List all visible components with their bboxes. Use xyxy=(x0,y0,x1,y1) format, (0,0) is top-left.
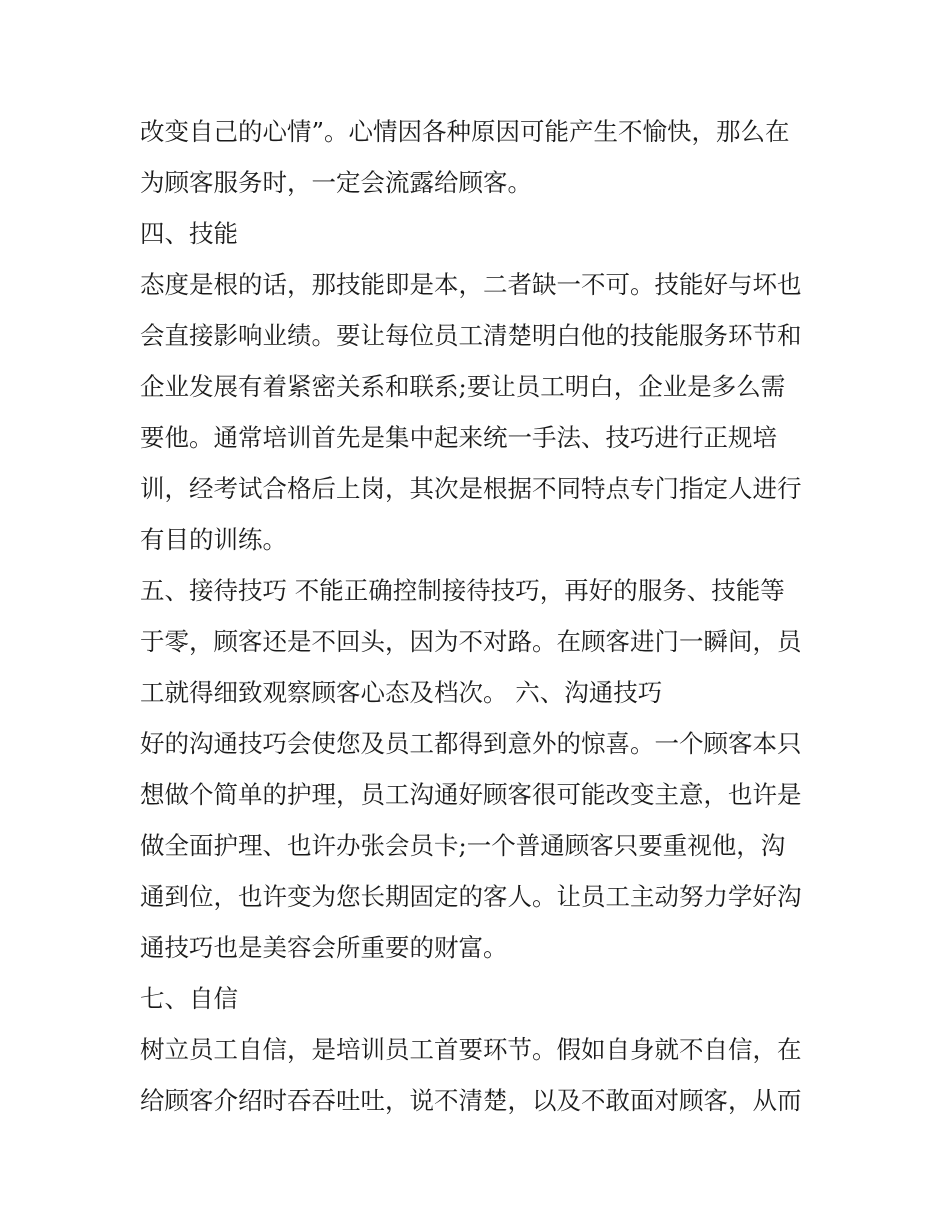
text-line: 于零，顾客还是不回头，因为不对路。在顾客进门一瞬间，员 xyxy=(140,627,802,656)
text-line: 做全面护理、也许办张会员卡;一个普通顾客只要重视他，沟 xyxy=(140,831,786,860)
text-line: 改变自己的心情”。心情因各种原因可能产生不愉快，那么在 xyxy=(140,117,790,146)
text-line: 企业发展有着紧密关系和联系;要让员工明白，企业是多么需 xyxy=(140,372,786,401)
text-line: 有目的训练。 xyxy=(140,525,287,554)
text-line: 好的沟通技巧会使您及员工都得到意外的惊喜。一个顾客本只 xyxy=(140,729,802,758)
text-line: 给顾客介绍时吞吞吐吐，说不清楚，以及不敢面对顾客，从而 xyxy=(140,1086,802,1115)
section-heading: 七、自信 xyxy=(140,984,238,1013)
text-line: 要他。通常培训首先是集中起来统一手法、技巧进行正规培 xyxy=(140,423,777,452)
section-heading: 四、技能 xyxy=(140,219,238,248)
text-line: 想做个简单的护理，员工沟通好顾客很可能改变主意，也许是 xyxy=(140,780,802,809)
text-line: 态度是根的话，那技能即是本，二者缺一不可。技能好与坏也 xyxy=(140,270,802,299)
text-line: 训，经考试合格后上岗，其次是根据不同特点专门指定人进行 xyxy=(140,474,802,503)
text-line: 工就得细致观察顾客心态及档次。 六、沟通技巧 xyxy=(140,678,663,707)
text-line: 为顾客服务时，一定会流露给顾客。 xyxy=(140,168,532,197)
text-line: 通技巧也是美容会所重要的财富。 xyxy=(140,933,508,962)
text-line: 通到位，也许变为您长期固定的客人。让员工主动努力学好沟 xyxy=(140,882,802,911)
text-line: 树立员工自信，是培训员工首要环节。假如自身就不自信，在 xyxy=(140,1035,802,1064)
text-line: 会直接影响业绩。要让每位员工清楚明白他的技能服务环节和 xyxy=(140,321,802,350)
document-body xyxy=(140,106,820,1126)
text-line: 五、接待技巧 不能正确控制接待技巧，再好的服务、技能等 xyxy=(140,576,785,605)
